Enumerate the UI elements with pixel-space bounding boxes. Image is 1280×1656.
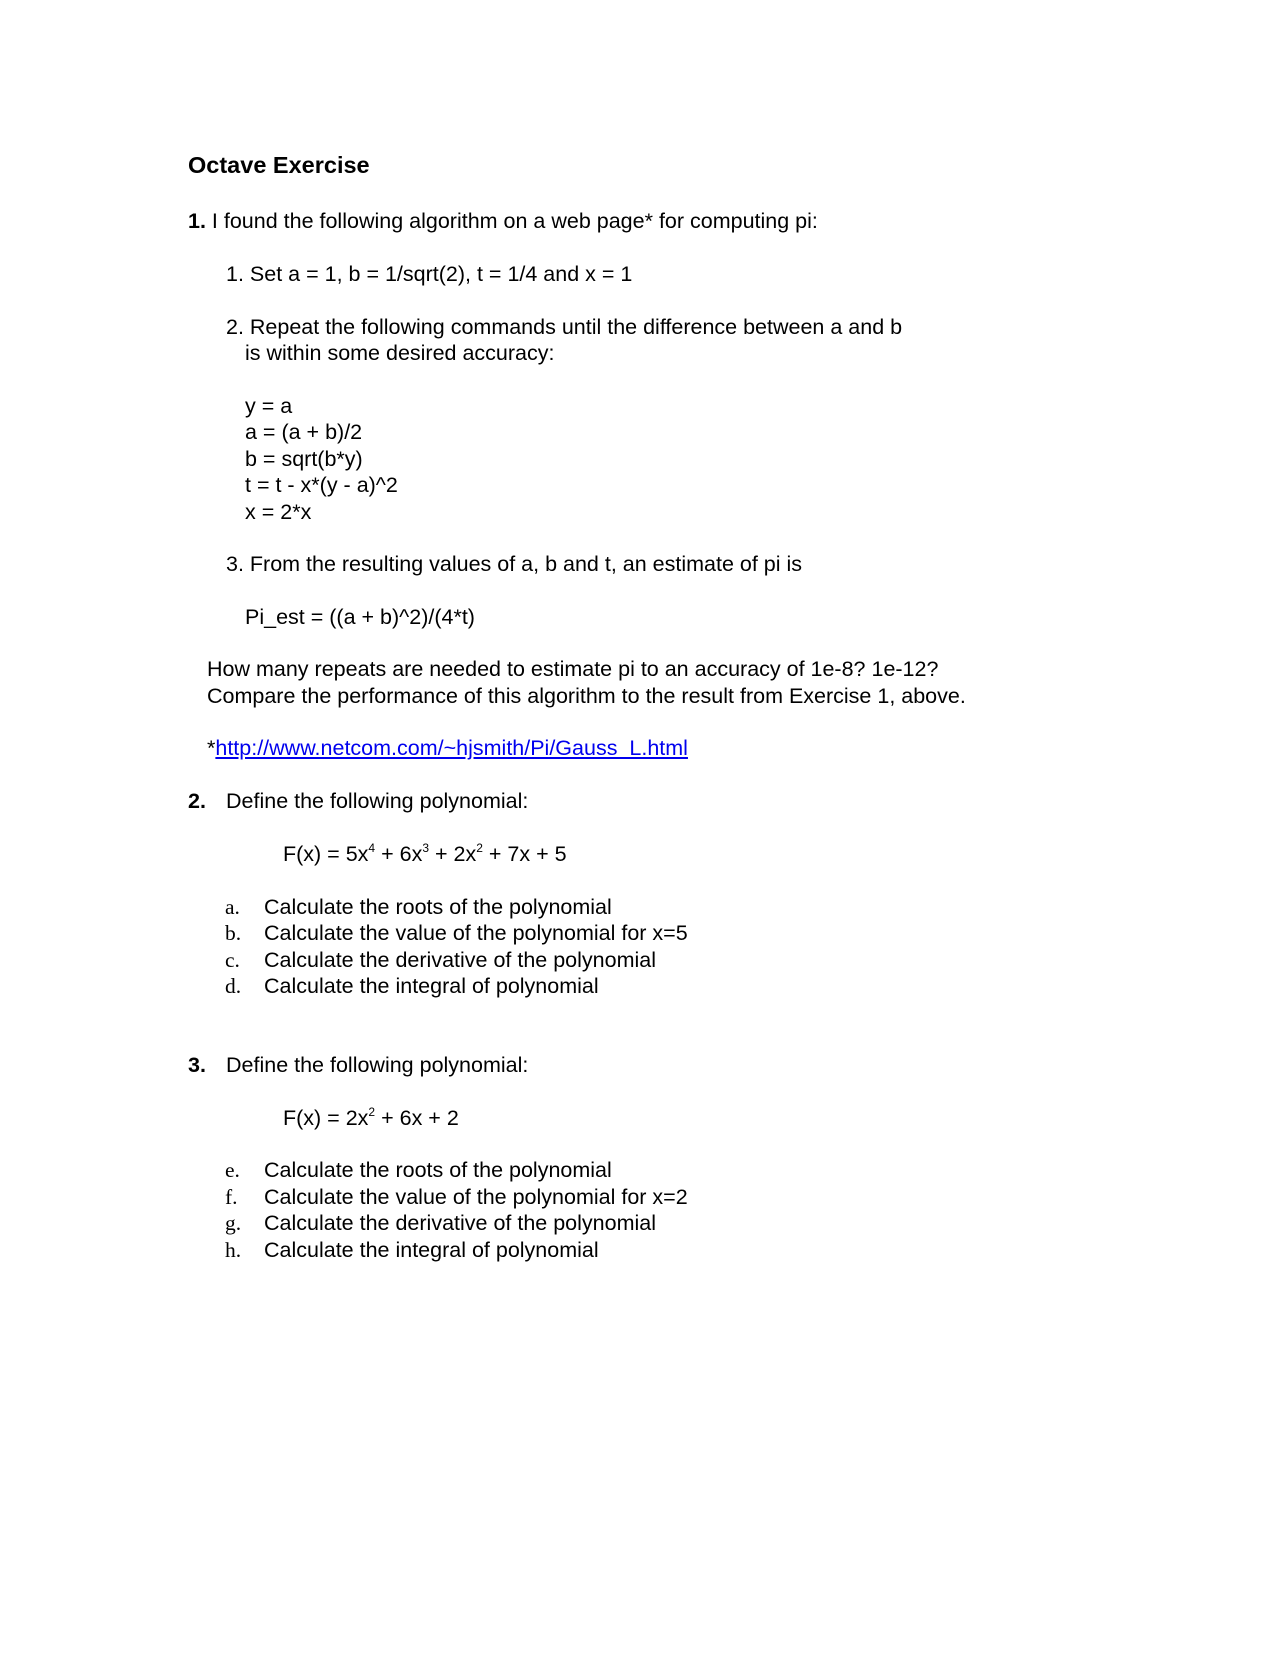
q1-step2-line1: 2. Repeat the following commands until the difference between a and b xyxy=(226,315,903,339)
q1-formula: Pi_est = ((a + b)^2)/(4*t) xyxy=(245,605,475,629)
q1-step3: 3. From the resulting values of a, b and t, an estimate of pi is xyxy=(226,552,803,576)
footnote-link[interactable]: http://www.netcom.com/~hjsmith/Pi/Gauss_L.html xyxy=(215,736,688,760)
q1-code-line: y = a xyxy=(245,394,293,418)
q3-number: 3. xyxy=(188,1053,206,1077)
poly-term: + 6x xyxy=(375,842,423,866)
q1-question-line2: Compare the performance of this algorithm to the result from Exercise 1, above. xyxy=(207,684,966,708)
q2-item-text: Calculate the derivative of the polynomial xyxy=(264,948,656,972)
q1-step2-line2: is within some desired accuracy: xyxy=(245,341,555,365)
q1-intro: I found the following algorithm on a web page* for computing pi: xyxy=(211,209,818,233)
footnote-star: * xyxy=(207,736,216,760)
q3-item-text: Calculate the integral of polynomial xyxy=(264,1238,599,1262)
q1-code-line: b = sqrt(b*y) xyxy=(245,447,363,471)
q2-item-text: Calculate the integral of polynomial xyxy=(264,974,599,998)
q2-item-letter: b. xyxy=(225,921,242,945)
q2-number: 2. xyxy=(188,789,206,813)
q1-code-line: x = 2*x xyxy=(245,500,312,524)
q2-item-letter: a. xyxy=(225,895,240,919)
poly-term: + 6x + 2 xyxy=(375,1106,459,1130)
q3-item-letter: g. xyxy=(225,1211,242,1235)
q1-question-line1: How many repeats are needed to estimate pi to an accuracy of 1e-8? 1e-12? xyxy=(207,657,939,681)
poly-term: + 7x + 5 xyxy=(482,842,567,866)
q1-code-line: a = (a + b)/2 xyxy=(245,420,363,444)
q1-step1: 1. Set a = 1, b = 1/sqrt(2), t = 1/4 and x = 1 xyxy=(226,262,633,286)
q2-item-text: Calculate the roots of the polynomial xyxy=(264,895,612,919)
q3-item-letter: h. xyxy=(225,1238,242,1262)
poly-term: + 2x xyxy=(429,842,477,866)
q1-number: 1. xyxy=(188,209,206,233)
poly-exponent: 3 xyxy=(422,841,430,855)
q3-item-text: Calculate the derivative of the polynomial xyxy=(264,1211,656,1235)
q2-intro: Define the following polynomial: xyxy=(226,789,529,813)
poly-exponent: 2 xyxy=(368,1105,376,1119)
q1-intro-line xyxy=(188,208,818,235)
q3-item-text: Calculate the value of the polynomial for x=2 xyxy=(264,1185,688,1209)
q3-polynomial xyxy=(283,1105,459,1132)
q3-item-text: Calculate the roots of the polynomial xyxy=(264,1158,612,1182)
q2-polynomial xyxy=(283,841,567,868)
q2-item-letter: d. xyxy=(225,974,242,998)
q1-code-line: t = t - x*(y - a)^2 xyxy=(245,473,398,497)
poly-term: F(x) = 2x xyxy=(283,1106,369,1130)
poly-exponent: 2 xyxy=(476,841,483,855)
q3-item-letter: f. xyxy=(225,1185,238,1209)
q2-item-text: Calculate the value of the polynomial for x=5 xyxy=(264,921,688,945)
q3-item-letter: e. xyxy=(225,1158,240,1182)
q3-intro: Define the following polynomial: xyxy=(226,1053,529,1077)
page-title: Octave Exercise xyxy=(188,152,370,178)
poly-exponent: 4 xyxy=(368,841,376,855)
q2-item-letter: c. xyxy=(225,948,240,972)
poly-term: F(x) = 5x xyxy=(283,842,369,866)
q1-footnote xyxy=(207,735,688,762)
